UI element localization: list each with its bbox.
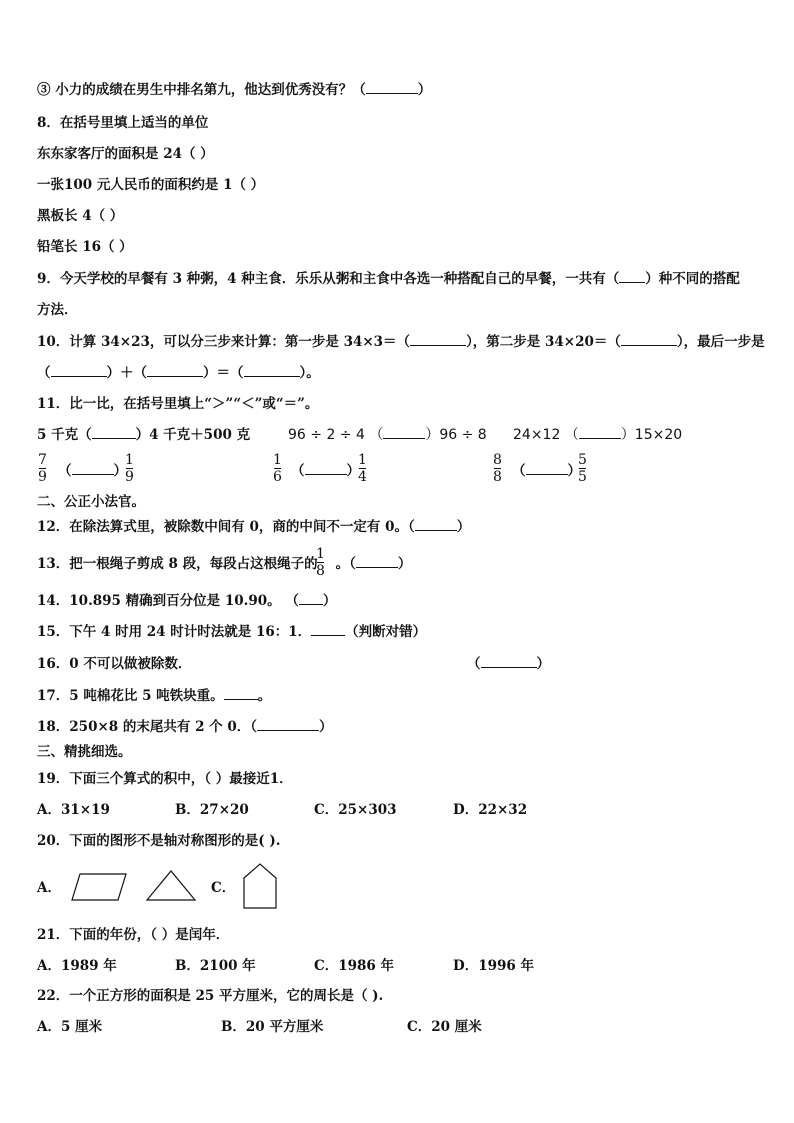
question-10-line2: [37, 364, 320, 382]
compare-blank: [291, 462, 360, 480]
answer-blank[interactable]: [244, 365, 300, 377]
parallelogram-shape[interactable]: [62, 872, 130, 902]
answer-blank[interactable]: [366, 82, 418, 94]
question-8-item[interactable]: 东东家客厅的面积是 24（ ）: [37, 146, 214, 162]
section-heading: 二、公正小法官。: [37, 494, 145, 510]
operator: ）＝（: [203, 365, 244, 381]
numerator: 1: [316, 546, 325, 562]
denominator: 9: [125, 469, 134, 485]
choice-option-c[interactable]: C．: [211, 880, 236, 896]
choice-option-c[interactable]: C．1986 年: [314, 958, 395, 974]
denominator: 9: [38, 469, 47, 485]
compare-blank: [512, 462, 581, 480]
compare-right: ）96 ÷ 8: [425, 427, 487, 443]
question-text: ）种不同的搭配: [645, 271, 740, 287]
answer-blank[interactable]: [224, 688, 258, 700]
numerator: 8: [493, 452, 502, 468]
question-18: [37, 718, 333, 736]
denominator: 8: [493, 469, 502, 485]
question-text: ），第二步是 34×20＝（: [466, 334, 621, 350]
question-text: ③ 小力的成绩在男生中排名第九，他达到优秀没有？（: [37, 82, 366, 98]
fraction: [273, 452, 282, 485]
fraction: [125, 452, 134, 485]
question-16: 16．0 不可以做被除数．: [37, 656, 192, 672]
open-paren: （: [467, 656, 481, 672]
fraction: [493, 452, 502, 485]
close-paren: ）: [397, 556, 412, 572]
compare-item: [37, 426, 250, 444]
answer-blank[interactable]: [257, 719, 319, 731]
question-22-title: 22．一个正方形的面积是 25 平方厘米，它的周长是（ ).: [37, 988, 384, 1004]
answer-blank[interactable]: [621, 334, 677, 346]
close-paren: ）: [536, 656, 550, 672]
numerator: 5: [578, 452, 587, 468]
question-text: ），最后一步是: [676, 334, 765, 350]
question-text: 12．在除法算式里，被除数中间有 0，商的中间不一定有 0。（: [37, 519, 415, 535]
question-text: 17．5 吨棉花比 5 吨铁块重。: [37, 688, 224, 704]
question-text: 。（: [335, 556, 356, 572]
question-17: [37, 687, 271, 705]
close-paren: ）: [319, 719, 333, 735]
close-paren: ）: [456, 519, 471, 535]
question-7-part-3: [37, 81, 431, 99]
section-heading: 三、精挑细选。: [37, 744, 132, 760]
question-12: [37, 518, 470, 536]
compare-item: [288, 426, 487, 444]
fraction: [316, 546, 325, 579]
close-paren: ）。: [299, 365, 320, 381]
compare-left: 5 千克（: [37, 427, 92, 443]
question-text: 9．今天学校的早餐有 3 种粥，4 种主食．乐乐从粥和主食中各选一种搭配自己的早餐，一共有（: [37, 271, 620, 287]
answer-blank[interactable]: [410, 334, 466, 346]
fraction: [578, 452, 587, 485]
numerator: 1: [358, 452, 367, 468]
question-text: 。: [257, 688, 272, 704]
question-13: [37, 555, 411, 573]
question-hint: （判断对错）: [345, 624, 427, 640]
question-text: 15．下午 4 时用 24 时计时法就是 16：1．: [37, 624, 312, 640]
question-14: [37, 592, 336, 610]
fraction: [358, 452, 367, 485]
question-8-item[interactable]: 铅笔长 16（ ）: [37, 239, 133, 255]
choice-option-c[interactable]: C．20 厘米: [407, 1019, 482, 1035]
answer-blank[interactable]: [526, 463, 568, 475]
question-9-line2: 方法．: [37, 302, 78, 318]
open-paren: （: [512, 463, 526, 479]
choice-option-a[interactable]: A．31×19: [37, 802, 110, 818]
denominator: 6: [273, 469, 282, 485]
question-11-title: 11．比一比，在括号里填上“＞”“＜”或“＝”。: [37, 396, 319, 412]
compare-blank: [58, 462, 127, 480]
answer-blank[interactable]: [383, 427, 425, 439]
question-text: 18．250×8 的末尾共有 2 个 0．（: [37, 719, 258, 735]
fraction: [38, 452, 47, 485]
choice-option-b[interactable]: B．2100 年: [175, 958, 256, 974]
answer-blank[interactable]: [579, 427, 621, 439]
compare-right: ）15×20: [620, 427, 683, 443]
question-10: [37, 333, 765, 351]
choice-option-b[interactable]: B．20 平方厘米: [221, 1019, 324, 1035]
answer-blank[interactable]: [305, 463, 347, 475]
open-paren: （: [291, 463, 305, 479]
question-21-title: 21．下面的年份，（ ）是闰年．: [37, 927, 230, 943]
numerator: 1: [273, 452, 282, 468]
question-19-title: 19．下面三个算式的积中，（ ）最接近1．: [37, 771, 293, 787]
question-text: 10．计算 34×23，可以分三步来计算：第一步是 34×3＝（: [37, 334, 411, 350]
denominator: 5: [578, 469, 587, 485]
compare-right: ）4 千克＋500 克: [135, 427, 251, 443]
question-text: 14．10.895 精确到百分位是 10.90。 （: [37, 593, 299, 609]
close-paren: ）: [113, 463, 127, 479]
numerator: 1: [125, 452, 134, 468]
choice-option-d[interactable]: D．22×32: [453, 802, 528, 818]
numerator: 7: [38, 452, 47, 468]
choice-option-c[interactable]: C．25×303: [314, 802, 397, 818]
answer-blank[interactable]: [619, 271, 645, 283]
question-8-title: 8．在括号里填上适当的单位: [37, 115, 209, 131]
answer-blank[interactable]: [299, 593, 323, 605]
choice-option-a[interactable]: A．5 厘米: [37, 1019, 103, 1035]
close-paren: ）: [322, 593, 337, 609]
question-8-item[interactable]: 黑板长 4（ ）: [37, 208, 124, 224]
question-8-item[interactable]: 一张100 元人民币的面积约是 1（ ）: [37, 177, 265, 193]
choice-option-b[interactable]: B．27×20: [175, 802, 249, 818]
open-paren: （: [58, 463, 72, 479]
triangle-shape[interactable]: [145, 868, 197, 902]
pentagon-house-shape[interactable]: [241, 862, 281, 910]
close-paren: ）: [346, 463, 360, 479]
answer-blank[interactable]: [147, 365, 203, 377]
denominator: 4: [358, 469, 367, 485]
answer-blank[interactable]: [51, 365, 107, 377]
compare-left: 24×12 （: [513, 427, 579, 443]
denominator: 8: [316, 563, 325, 579]
answer-blank[interactable]: [72, 463, 114, 475]
compare-left: 96 ÷ 2 ÷ 4 （: [288, 427, 384, 443]
open-paren: （: [37, 365, 51, 381]
question-text: 13．把一根绳子剪成 8 段，每段占这根绳子的: [37, 556, 318, 572]
choice-option-a[interactable]: A．1989 年: [37, 958, 117, 974]
operator: ）＋（: [106, 365, 147, 381]
question-9: [37, 270, 740, 288]
question-15: [37, 623, 426, 641]
choice-option-d[interactable]: D．1996 年: [453, 958, 534, 974]
question-20-title: 20．下面的图形不是轴对称图形的是( ).: [37, 833, 281, 849]
answer-blank[interactable]: [356, 556, 398, 568]
answer-blank[interactable]: [481, 656, 537, 668]
question-16-answer: [467, 655, 550, 673]
compare-item: [513, 426, 682, 444]
answer-blank[interactable]: [92, 427, 136, 439]
answer-blank[interactable]: [311, 624, 345, 636]
close-paren: ）: [417, 82, 432, 98]
choice-option-a[interactable]: A．: [37, 880, 61, 896]
answer-blank[interactable]: [415, 519, 457, 531]
close-paren: ）: [567, 463, 581, 479]
